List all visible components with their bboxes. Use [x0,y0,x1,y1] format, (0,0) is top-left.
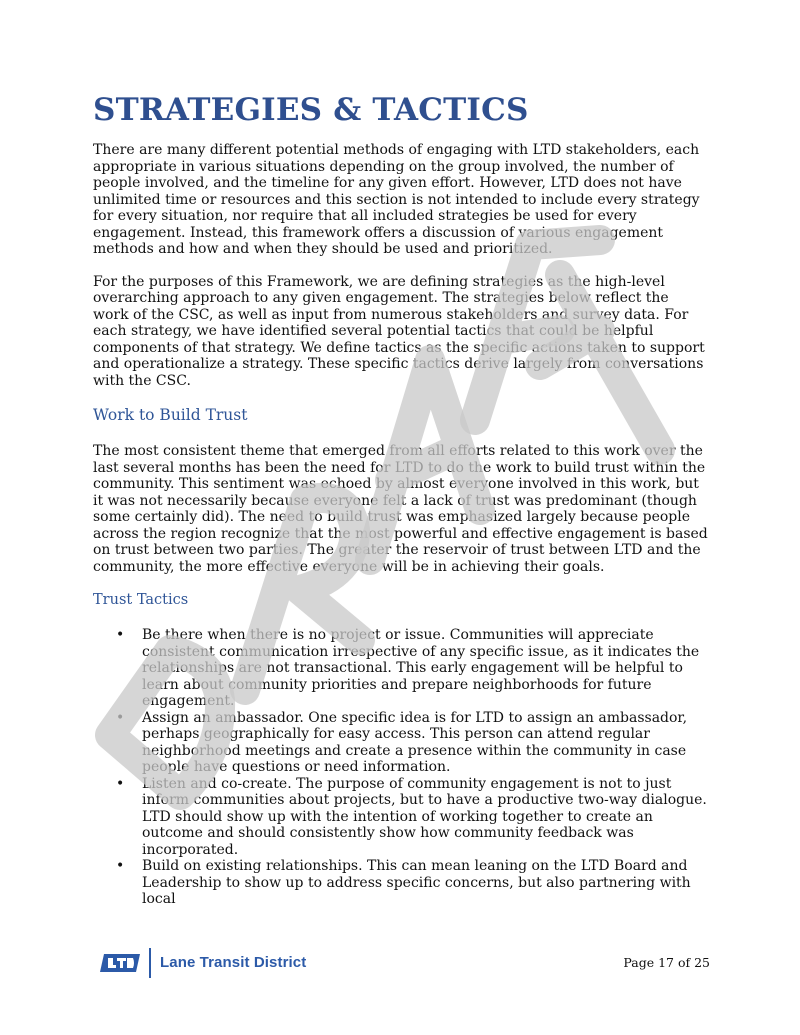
tactics-heading: Trust Tactics [93,592,189,608]
bullet-icon: • [116,709,125,726]
list-item [93,627,708,710]
list-item [93,776,708,859]
list-item-text: Listen and co-create. The purpose of community engagement is not to just inform communities about projects, but to have a productive two-way dialogue. LTD should show up with the intention of working together to create an outcome and should consistently show how community feedback was incorporated. [142,775,707,858]
list-item [93,710,708,776]
bullet-icon: • [116,775,125,792]
ltd-logo-icon [100,954,140,972]
logo-divider [149,948,151,978]
page-number: Page 17 of 25 [623,955,710,970]
bullet-icon: • [116,627,125,643]
intro-paragraph-1: There are many different potential methods of engaging with LTD stakeholders, each appropriate in various situations depending on the group involved, the number of people involved, and the timeline for any given effort. However, LTD does not have unlimited time or resources and this section is not intended to include every strategy for every situation, nor require that all included strategies be used for every engagement. Instead, this framework offers a discussion of various engagement methods and how and when they should be used and prioritized. [93,142,700,257]
organization-name: Lane Transit District [160,954,307,971]
section-paragraph: The most consistent theme that emerged from all efforts related to this work over the last several months has been the need for LTD to do the work to build trust within the community. This sentiment was echoed by almost everyone involved in this work, but it was not necessarily because everyone felt a lack of trust was predominant (though some certainly did). The need to build trust was emphasized largely because people across the region recognize that the most powerful and effective engagement is based on trust between two parties. The greater the reservoir of trust between LTD and the community, the more effective everyone will be in achieving their goals. [93,443,708,575]
list-item-text: Be there when there is no project or issue. Communities will appreciate consistent communication irrespective of any specific issue, as it indicates the relationships are not transactional. This early engagement will be helpful to learn about community priorities and prepare neighborhoods for future engagement. [142,627,700,709]
tactics-list [93,627,708,908]
list-item [93,858,708,908]
page-footer [100,948,710,988]
section-heading: Work to Build Trust [93,406,248,424]
list-item-text: Assign an ambassador. One specific idea is for LTD to assign an ambassador, perhaps geographically for easy access. This person can attend regular neighborhood meetings and create a presence within the community in case people have questions or need information. [142,709,688,775]
page-title: STRATEGIES & TACTICS [93,92,529,128]
bullet-icon: • [116,858,125,874]
page-content [93,88,708,908]
intro-paragraph-2: For the purposes of this Framework, we are defining strategies as the high-level overarching approach to any given engagement. The strategies below reflect the work of the CSC, as well as input from numerous stakeholders and survey data. For each strategy, we have identified several potential tactics that could be helpful components of that strategy. We define tactics as the specific actions taken to support and operationalize a strategy. These specific tactics derive largely from conversations with the CSC. [93,273,705,389]
list-item-text: Build on existing relationships. This can mean leaning on the LTD Board and Leadership to show up to address specific concerns, but also partnering with local [142,858,691,907]
